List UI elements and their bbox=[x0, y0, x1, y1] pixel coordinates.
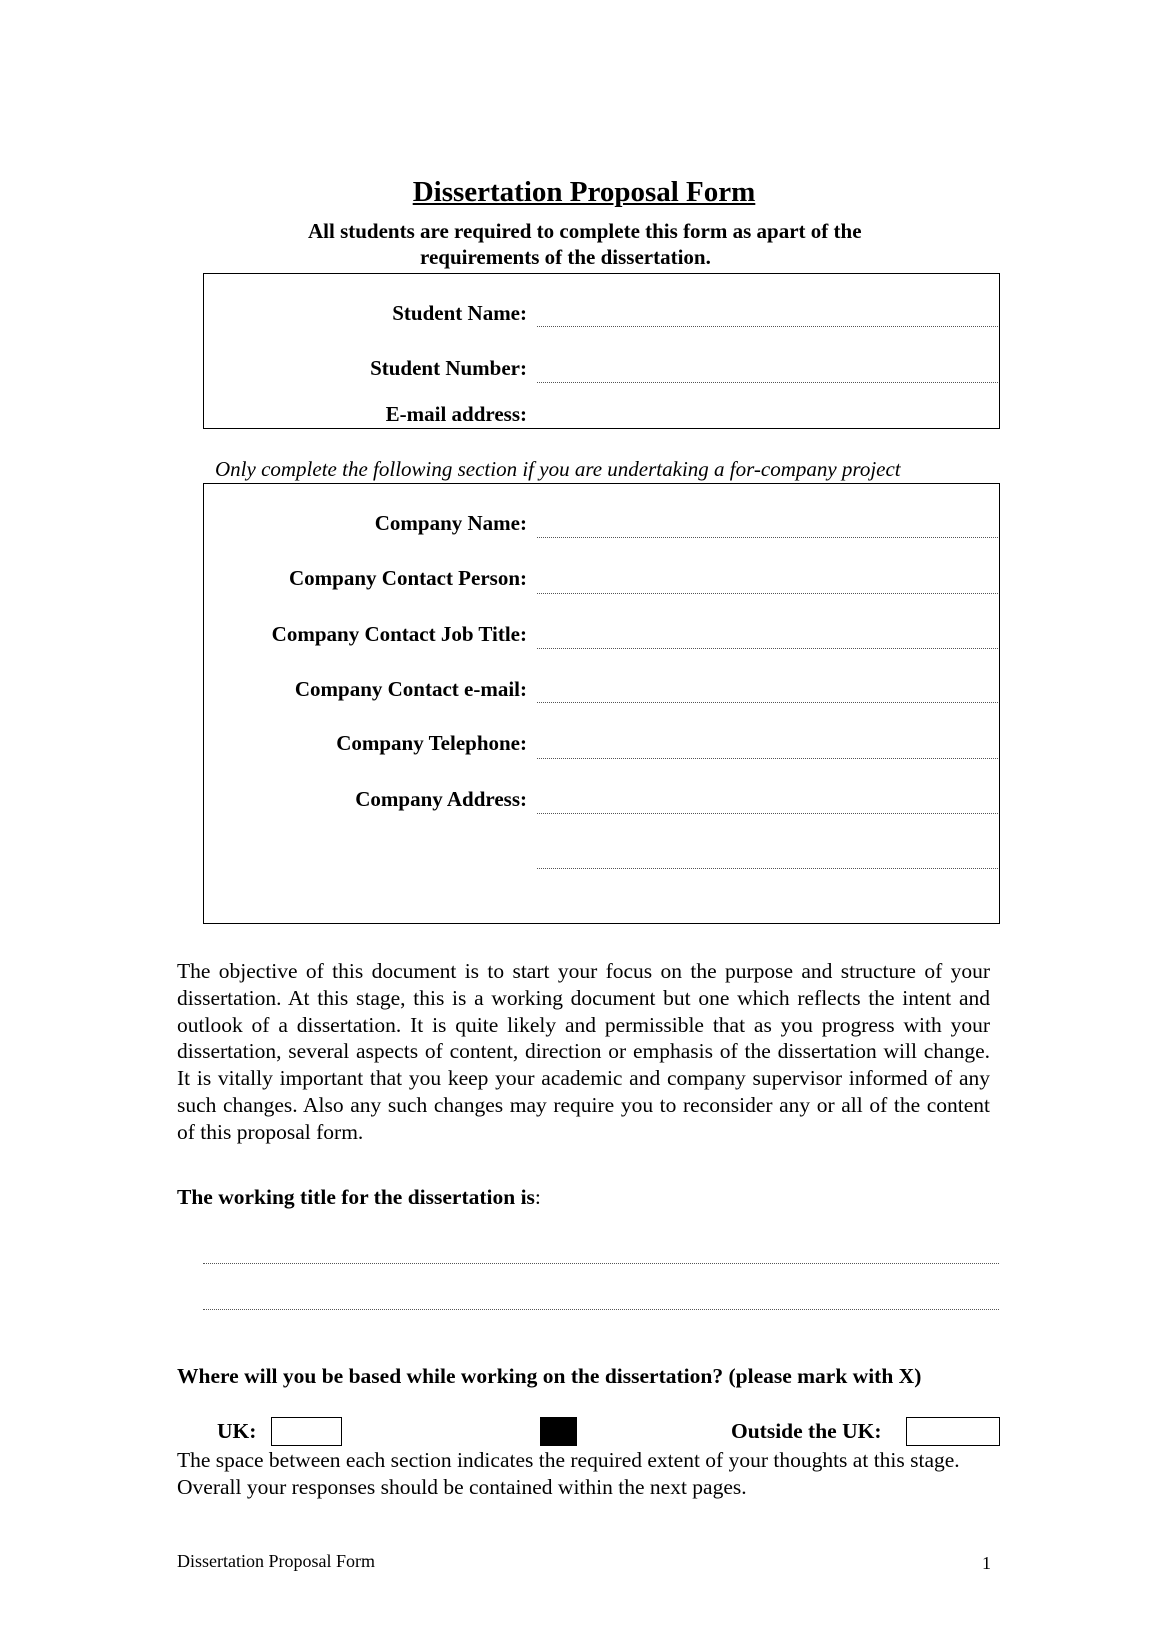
student-number-label: Student Number: bbox=[370, 356, 527, 380]
company-section-note: Only complete the following section if you are undertaking a for-company project bbox=[215, 457, 901, 481]
working-title-field-2[interactable] bbox=[203, 1309, 999, 1310]
black-square-marker bbox=[540, 1417, 577, 1446]
working-title-heading bbox=[177, 1185, 541, 1210]
company-details-box bbox=[203, 483, 1000, 924]
company-contact-job-title-label: Company Contact Job Title: bbox=[271, 622, 527, 646]
company-contact-email-label: Company Contact e-mail: bbox=[294, 677, 527, 701]
page-title: Dissertation Proposal Form bbox=[412, 176, 756, 208]
working-title-field-1[interactable] bbox=[203, 1263, 999, 1264]
company-contact-job-title-field[interactable] bbox=[537, 648, 998, 649]
company-name-label: Company Name: bbox=[374, 511, 527, 535]
company-telephone-label: Company Telephone: bbox=[336, 731, 527, 755]
uk-label: UK: bbox=[217, 1419, 257, 1443]
working-title-colon: : bbox=[534, 1185, 541, 1209]
student-name-label: Student Name: bbox=[392, 301, 527, 325]
email-label: E-mail address: bbox=[385, 402, 527, 426]
company-address-field-2[interactable] bbox=[537, 868, 998, 869]
working-title-label: The working title for the dissertation is bbox=[177, 1185, 535, 1209]
student-name-field[interactable] bbox=[537, 326, 998, 327]
space-note: The space between each section indicates the required extent of your thoughts at this stage. Overall your responses should be contained within the next pages. bbox=[177, 1448, 960, 1499]
page-number: 1 bbox=[982, 1553, 991, 1573]
student-number-field[interactable] bbox=[537, 382, 998, 383]
objective-paragraph: The objective of this document is to start your focus on the purpose and structure of your dissertation. At this stage, this is a working document but one which reflects the intent and outlook of a dissertation. It is quite likely and permissible that as you progress with your dissertation, several aspects of content, direction or emphasis of the dissertation will change. It is vitally important that you keep your academic and company supervisor informed of any such changes. Also any such changes may require you to reconsider any or all of the content of this proposal form. bbox=[177, 959, 990, 1144]
location-question: Where will you be based while working on the dissertation? (please mark with X) bbox=[177, 1364, 922, 1388]
student-details-box bbox=[203, 273, 1000, 429]
company-contact-person-label: Company Contact Person: bbox=[289, 566, 527, 590]
company-name-field[interactable] bbox=[537, 537, 998, 538]
uk-checkbox[interactable] bbox=[271, 1417, 342, 1446]
footer-title: Dissertation Proposal Form bbox=[177, 1551, 375, 1571]
subtitle-line-1: All students are required to complete this form as apart of the bbox=[308, 219, 862, 243]
company-contact-person-field[interactable] bbox=[537, 593, 998, 594]
outside-uk-checkbox[interactable] bbox=[906, 1417, 1000, 1446]
company-address-field-1[interactable] bbox=[537, 813, 998, 814]
company-contact-email-field[interactable] bbox=[537, 702, 998, 703]
company-address-label: Company Address: bbox=[355, 787, 527, 811]
outside-uk-label: Outside the UK: bbox=[731, 1419, 882, 1443]
company-telephone-field[interactable] bbox=[537, 758, 998, 759]
subtitle-line-2: requirements of the dissertation. bbox=[420, 245, 711, 269]
